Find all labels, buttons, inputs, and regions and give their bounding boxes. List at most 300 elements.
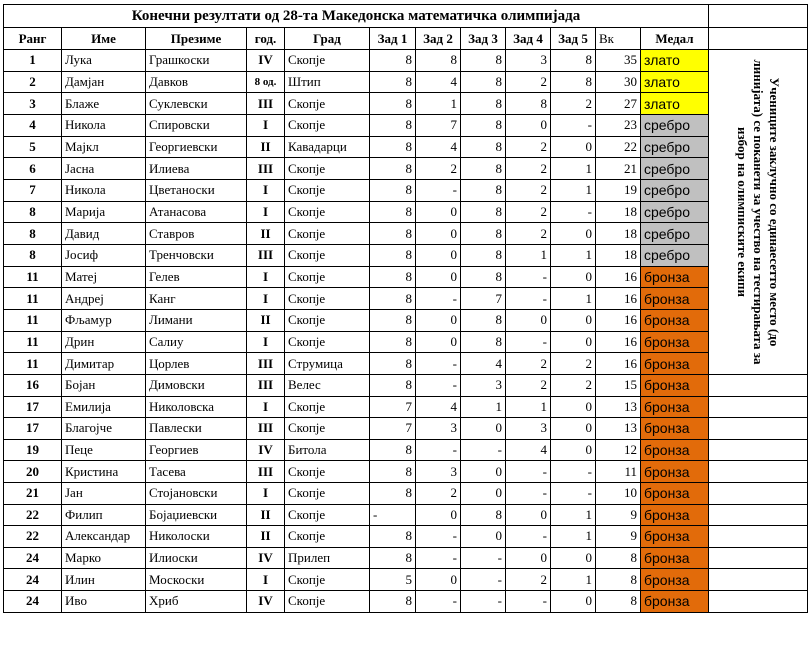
table-row bbox=[4, 50, 808, 72]
grade-cell: I bbox=[247, 396, 285, 418]
rank-cell: 19 bbox=[4, 439, 62, 461]
city-cell: Скопје bbox=[285, 590, 370, 612]
blank-cell bbox=[709, 418, 808, 440]
last-name-cell: Тасева bbox=[146, 461, 247, 483]
task-4-score: 2 bbox=[506, 71, 551, 93]
first-name-cell: Дамјан bbox=[62, 71, 146, 93]
city-cell: Скопје bbox=[285, 223, 370, 245]
header-total: Вк bbox=[596, 28, 641, 50]
header-task-4: Зад 4 bbox=[506, 28, 551, 50]
total-score: 35 bbox=[596, 50, 641, 72]
grade-cell: II bbox=[247, 223, 285, 245]
city-cell: Скопје bbox=[285, 418, 370, 440]
task-4-score: 3 bbox=[506, 50, 551, 72]
total-score: 11 bbox=[596, 461, 641, 483]
task-3-score: 1 bbox=[461, 396, 506, 418]
first-name-cell: Бојан bbox=[62, 375, 146, 397]
blank-cell bbox=[709, 504, 808, 526]
task-3-score: 0 bbox=[461, 482, 506, 504]
grade-cell: II bbox=[247, 136, 285, 158]
last-name-cell: Ставров bbox=[146, 223, 247, 245]
task-5-score: 8 bbox=[551, 50, 596, 72]
task-4-score: - bbox=[506, 288, 551, 310]
rank-cell: 22 bbox=[4, 504, 62, 526]
medal-cell: бронза bbox=[641, 375, 709, 397]
table-row bbox=[4, 201, 808, 223]
task-2-score: 0 bbox=[416, 201, 461, 223]
grade-cell: III bbox=[247, 244, 285, 266]
grade-cell: II bbox=[247, 526, 285, 548]
task-4-score: 3 bbox=[506, 418, 551, 440]
task-1-score: 8 bbox=[370, 375, 416, 397]
task-2-score: - bbox=[416, 288, 461, 310]
task-2-score: - bbox=[416, 375, 461, 397]
table-row bbox=[4, 569, 808, 591]
task-3-score: 8 bbox=[461, 266, 506, 288]
task-3-score: - bbox=[461, 569, 506, 591]
header-blank-cell bbox=[709, 28, 808, 50]
total-score: 22 bbox=[596, 136, 641, 158]
first-name-cell: Јан bbox=[62, 482, 146, 504]
city-cell: Скопје bbox=[285, 93, 370, 115]
task-2-score: 4 bbox=[416, 136, 461, 158]
grade-cell: III bbox=[247, 93, 285, 115]
medal-cell: бронза bbox=[641, 569, 709, 591]
table-row bbox=[4, 482, 808, 504]
task-3-score: 8 bbox=[461, 114, 506, 136]
grade-cell: III bbox=[247, 158, 285, 180]
task-1-score: - bbox=[370, 504, 416, 526]
task-2-score: 0 bbox=[416, 309, 461, 331]
grade-cell: 8 од. bbox=[247, 71, 285, 93]
task-1-score: 8 bbox=[370, 136, 416, 158]
first-name-cell: Никола bbox=[62, 114, 146, 136]
table-row bbox=[4, 331, 808, 353]
medal-cell: бронза bbox=[641, 461, 709, 483]
table-row bbox=[4, 547, 808, 569]
medal-cell: бронза bbox=[641, 288, 709, 310]
medal-cell: сребро bbox=[641, 114, 709, 136]
task-3-score: 7 bbox=[461, 288, 506, 310]
header-rank: Ранг bbox=[4, 28, 62, 50]
header-city: Град bbox=[285, 28, 370, 50]
rank-cell: 11 bbox=[4, 331, 62, 353]
task-5-score: 0 bbox=[551, 396, 596, 418]
city-cell: Битола bbox=[285, 439, 370, 461]
task-3-score: - bbox=[461, 590, 506, 612]
table-row bbox=[4, 309, 808, 331]
rank-cell: 6 bbox=[4, 158, 62, 180]
rank-cell: 5 bbox=[4, 136, 62, 158]
last-name-cell: Цветаноски bbox=[146, 179, 247, 201]
task-5-score: 0 bbox=[551, 547, 596, 569]
blank-cell bbox=[709, 569, 808, 591]
first-name-cell: Давид bbox=[62, 223, 146, 245]
task-4-score: 2 bbox=[506, 353, 551, 375]
rank-cell: 24 bbox=[4, 547, 62, 569]
city-cell: Скопје bbox=[285, 114, 370, 136]
task-2-score: - bbox=[416, 590, 461, 612]
first-name-cell: Никола bbox=[62, 179, 146, 201]
city-cell: Струмица bbox=[285, 353, 370, 375]
table-row bbox=[4, 223, 808, 245]
task-5-score: 8 bbox=[551, 71, 596, 93]
task-2-score: - bbox=[416, 179, 461, 201]
task-1-score: 8 bbox=[370, 223, 416, 245]
total-score: 21 bbox=[596, 158, 641, 180]
medal-cell: бронза bbox=[641, 526, 709, 548]
rank-cell: 21 bbox=[4, 482, 62, 504]
qualification-note: Учениците заклучно со единаесетто место (до линијата) се поканети за учество на тестирањата за избор на олимписките екипи bbox=[735, 59, 782, 365]
total-score: 23 bbox=[596, 114, 641, 136]
last-name-cell: Хриб bbox=[146, 590, 247, 612]
task-2-score: 4 bbox=[416, 396, 461, 418]
last-name-cell: Лимани bbox=[146, 309, 247, 331]
last-name-cell: Димовски bbox=[146, 375, 247, 397]
medal-cell: бронза bbox=[641, 353, 709, 375]
last-name-cell: Бојаџиевски bbox=[146, 504, 247, 526]
medal-cell: сребро bbox=[641, 179, 709, 201]
total-score: 10 bbox=[596, 482, 641, 504]
task-1-score: 8 bbox=[370, 526, 416, 548]
task-1-score: 8 bbox=[370, 309, 416, 331]
task-3-score: 0 bbox=[461, 526, 506, 548]
task-4-score: 1 bbox=[506, 396, 551, 418]
total-score: 18 bbox=[596, 244, 641, 266]
last-name-cell: Салиу bbox=[146, 331, 247, 353]
grade-cell: IV bbox=[247, 590, 285, 612]
task-4-score: 0 bbox=[506, 504, 551, 526]
task-2-score: - bbox=[416, 526, 461, 548]
last-name-cell: Николовска bbox=[146, 396, 247, 418]
grade-cell: III bbox=[247, 418, 285, 440]
grade-cell: II bbox=[247, 309, 285, 331]
grade-cell: II bbox=[247, 504, 285, 526]
first-name-cell: Блаже bbox=[62, 93, 146, 115]
total-score: 19 bbox=[596, 179, 641, 201]
city-cell: Скопје bbox=[285, 288, 370, 310]
title-row bbox=[4, 5, 808, 28]
table-row bbox=[4, 288, 808, 310]
task-2-score: 0 bbox=[416, 504, 461, 526]
task-4-score: 1 bbox=[506, 244, 551, 266]
task-5-score: 1 bbox=[551, 288, 596, 310]
table-title: Конечни резултати од 28-та Македонска математичка олимпијада bbox=[4, 5, 709, 28]
last-name-cell: Спировски bbox=[146, 114, 247, 136]
task-1-score: 8 bbox=[370, 482, 416, 504]
medal-cell: бронза bbox=[641, 418, 709, 440]
task-2-score: 7 bbox=[416, 114, 461, 136]
total-score: 16 bbox=[596, 353, 641, 375]
grade-cell: III bbox=[247, 375, 285, 397]
last-name-cell: Москоски bbox=[146, 569, 247, 591]
grade-cell: IV bbox=[247, 547, 285, 569]
first-name-cell: Фљамур bbox=[62, 309, 146, 331]
task-1-score: 8 bbox=[370, 547, 416, 569]
grade-cell: I bbox=[247, 569, 285, 591]
city-cell: Скопје bbox=[285, 50, 370, 72]
rank-cell: 24 bbox=[4, 569, 62, 591]
rank-cell: 4 bbox=[4, 114, 62, 136]
last-name-cell: Тренчовски bbox=[146, 244, 247, 266]
task-4-score: 2 bbox=[506, 223, 551, 245]
city-cell: Кавадарци bbox=[285, 136, 370, 158]
task-5-score: 1 bbox=[551, 526, 596, 548]
task-3-score: 8 bbox=[461, 309, 506, 331]
task-3-score: - bbox=[461, 547, 506, 569]
first-name-cell: Лука bbox=[62, 50, 146, 72]
grade-cell: I bbox=[247, 114, 285, 136]
first-name-cell: Пеце bbox=[62, 439, 146, 461]
header-last-name: Презиме bbox=[146, 28, 247, 50]
city-cell: Скопје bbox=[285, 396, 370, 418]
qualification-note-cell bbox=[709, 50, 808, 375]
task-2-score: 3 bbox=[416, 461, 461, 483]
task-2-score: 4 bbox=[416, 71, 461, 93]
task-2-score: 0 bbox=[416, 244, 461, 266]
header-task-2: Зад 2 bbox=[416, 28, 461, 50]
medal-cell: сребро bbox=[641, 223, 709, 245]
rank-cell: 17 bbox=[4, 418, 62, 440]
first-name-cell: Александар bbox=[62, 526, 146, 548]
first-name-cell: Иво bbox=[62, 590, 146, 612]
task-5-score: 1 bbox=[551, 244, 596, 266]
first-name-cell: Матеј bbox=[62, 266, 146, 288]
task-5-score: 2 bbox=[551, 93, 596, 115]
task-3-score: 8 bbox=[461, 136, 506, 158]
results-table bbox=[3, 4, 808, 613]
blank-cell bbox=[709, 439, 808, 461]
table-row bbox=[4, 439, 808, 461]
task-5-score: - bbox=[551, 482, 596, 504]
task-4-score: 0 bbox=[506, 114, 551, 136]
table-row bbox=[4, 375, 808, 397]
task-1-score: 8 bbox=[370, 590, 416, 612]
first-name-cell: Јасна bbox=[62, 158, 146, 180]
city-cell: Скопје bbox=[285, 201, 370, 223]
total-score: 15 bbox=[596, 375, 641, 397]
task-3-score: 3 bbox=[461, 375, 506, 397]
rank-cell: 22 bbox=[4, 526, 62, 548]
task-2-score: - bbox=[416, 547, 461, 569]
total-score: 8 bbox=[596, 590, 641, 612]
city-cell: Скопје bbox=[285, 331, 370, 353]
total-score: 18 bbox=[596, 201, 641, 223]
task-4-score: - bbox=[506, 266, 551, 288]
city-cell: Скопје bbox=[285, 158, 370, 180]
first-name-cell: Дрин bbox=[62, 331, 146, 353]
task-2-score: - bbox=[416, 353, 461, 375]
first-name-cell: Јосиф bbox=[62, 244, 146, 266]
task-1-score: 8 bbox=[370, 93, 416, 115]
table-row bbox=[4, 461, 808, 483]
last-name-cell: Цорлев bbox=[146, 353, 247, 375]
total-score: 8 bbox=[596, 569, 641, 591]
first-name-cell: Емилија bbox=[62, 396, 146, 418]
task-4-score: 8 bbox=[506, 93, 551, 115]
task-4-score: - bbox=[506, 482, 551, 504]
task-2-score: 1 bbox=[416, 93, 461, 115]
city-cell: Скопје bbox=[285, 461, 370, 483]
task-2-score: 0 bbox=[416, 266, 461, 288]
city-cell: Скопје bbox=[285, 309, 370, 331]
first-name-cell: Андреј bbox=[62, 288, 146, 310]
task-4-score: - bbox=[506, 590, 551, 612]
header-row bbox=[4, 28, 808, 50]
rank-cell: 11 bbox=[4, 288, 62, 310]
task-4-score: - bbox=[506, 526, 551, 548]
last-name-cell: Стојановски bbox=[146, 482, 247, 504]
blank-cell bbox=[709, 547, 808, 569]
task-5-score: 0 bbox=[551, 309, 596, 331]
task-1-score: 8 bbox=[370, 288, 416, 310]
task-4-score: 4 bbox=[506, 439, 551, 461]
task-2-score: 3 bbox=[416, 418, 461, 440]
task-5-score: - bbox=[551, 461, 596, 483]
grade-cell: I bbox=[247, 179, 285, 201]
task-5-score: 1 bbox=[551, 504, 596, 526]
task-4-score: 2 bbox=[506, 158, 551, 180]
task-3-score: 8 bbox=[461, 71, 506, 93]
task-3-score: 8 bbox=[461, 50, 506, 72]
task-5-score: 0 bbox=[551, 439, 596, 461]
grade-cell: IV bbox=[247, 50, 285, 72]
rank-cell: 8 bbox=[4, 244, 62, 266]
medal-cell: бронза bbox=[641, 309, 709, 331]
rank-cell: 8 bbox=[4, 223, 62, 245]
task-1-score: 8 bbox=[370, 461, 416, 483]
rank-cell: 8 bbox=[4, 201, 62, 223]
task-3-score: 0 bbox=[461, 461, 506, 483]
header-task-5: Зад 5 bbox=[551, 28, 596, 50]
city-cell: Прилеп bbox=[285, 547, 370, 569]
task-1-score: 8 bbox=[370, 50, 416, 72]
grade-cell: I bbox=[247, 482, 285, 504]
medal-cell: бронза bbox=[641, 590, 709, 612]
first-name-cell: Филип bbox=[62, 504, 146, 526]
total-score: 16 bbox=[596, 331, 641, 353]
medal-cell: сребро bbox=[641, 136, 709, 158]
header-grade: год. bbox=[247, 28, 285, 50]
header-first-name: Име bbox=[62, 28, 146, 50]
task-2-score: 0 bbox=[416, 223, 461, 245]
last-name-cell: Канг bbox=[146, 288, 247, 310]
rank-cell: 24 bbox=[4, 590, 62, 612]
rank-cell: 20 bbox=[4, 461, 62, 483]
task-1-score: 8 bbox=[370, 353, 416, 375]
grade-cell: I bbox=[247, 201, 285, 223]
task-1-score: 8 bbox=[370, 244, 416, 266]
task-2-score: - bbox=[416, 439, 461, 461]
task-1-score: 8 bbox=[370, 331, 416, 353]
task-5-score: - bbox=[551, 114, 596, 136]
rank-cell: 11 bbox=[4, 309, 62, 331]
task-5-score: 0 bbox=[551, 590, 596, 612]
table-row bbox=[4, 526, 808, 548]
task-2-score: 2 bbox=[416, 158, 461, 180]
total-score: 27 bbox=[596, 93, 641, 115]
task-3-score: 8 bbox=[461, 504, 506, 526]
task-5-score: 0 bbox=[551, 266, 596, 288]
city-cell: Штип bbox=[285, 71, 370, 93]
rank-cell: 11 bbox=[4, 353, 62, 375]
grade-cell: I bbox=[247, 288, 285, 310]
blank-cell bbox=[709, 526, 808, 548]
header-task-3: Зад 3 bbox=[461, 28, 506, 50]
task-1-score: 8 bbox=[370, 439, 416, 461]
header-medal: Медал bbox=[641, 28, 709, 50]
rank-cell: 3 bbox=[4, 93, 62, 115]
task-5-score: 2 bbox=[551, 353, 596, 375]
task-5-score: 1 bbox=[551, 158, 596, 180]
task-5-score: 0 bbox=[551, 418, 596, 440]
table-row bbox=[4, 71, 808, 93]
rank-cell: 17 bbox=[4, 396, 62, 418]
total-score: 13 bbox=[596, 418, 641, 440]
table-row bbox=[4, 179, 808, 201]
task-3-score: 4 bbox=[461, 353, 506, 375]
last-name-cell: Илиоски bbox=[146, 547, 247, 569]
task-4-score: - bbox=[506, 331, 551, 353]
medal-cell: злато bbox=[641, 71, 709, 93]
grade-cell: I bbox=[247, 266, 285, 288]
task-5-score: 0 bbox=[551, 136, 596, 158]
table-row bbox=[4, 590, 808, 612]
grade-cell: III bbox=[247, 353, 285, 375]
medal-cell: бронза bbox=[641, 331, 709, 353]
total-score: 16 bbox=[596, 288, 641, 310]
task-1-score: 8 bbox=[370, 71, 416, 93]
task-4-score: - bbox=[506, 461, 551, 483]
rank-cell: 1 bbox=[4, 50, 62, 72]
task-2-score: 8 bbox=[416, 50, 461, 72]
task-4-score: 2 bbox=[506, 569, 551, 591]
first-name-cell: Димитар bbox=[62, 353, 146, 375]
task-1-score: 8 bbox=[370, 201, 416, 223]
task-3-score: 8 bbox=[461, 244, 506, 266]
city-cell: Скопје bbox=[285, 504, 370, 526]
task-2-score: 2 bbox=[416, 482, 461, 504]
medal-cell: сребро bbox=[641, 158, 709, 180]
table-row bbox=[4, 114, 808, 136]
last-name-cell: Илиева bbox=[146, 158, 247, 180]
task-3-score: 8 bbox=[461, 331, 506, 353]
task-1-score: 8 bbox=[370, 114, 416, 136]
table-row bbox=[4, 418, 808, 440]
total-score: 30 bbox=[596, 71, 641, 93]
first-name-cell: Марко bbox=[62, 547, 146, 569]
task-1-score: 8 bbox=[370, 179, 416, 201]
table-row bbox=[4, 136, 808, 158]
task-1-score: 7 bbox=[370, 396, 416, 418]
task-5-score: 1 bbox=[551, 179, 596, 201]
city-cell: Скопје bbox=[285, 482, 370, 504]
city-cell: Скопје bbox=[285, 569, 370, 591]
total-score: 16 bbox=[596, 309, 641, 331]
task-4-score: 0 bbox=[506, 547, 551, 569]
task-3-score: 8 bbox=[461, 179, 506, 201]
total-score: 12 bbox=[596, 439, 641, 461]
total-score: 13 bbox=[596, 396, 641, 418]
last-name-cell: Давков bbox=[146, 71, 247, 93]
city-cell: Велес bbox=[285, 375, 370, 397]
medal-cell: сребро bbox=[641, 201, 709, 223]
table-row bbox=[4, 266, 808, 288]
last-name-cell: Грашкоски bbox=[146, 50, 247, 72]
last-name-cell: Гелев bbox=[146, 266, 247, 288]
first-name-cell: Кристина bbox=[62, 461, 146, 483]
total-score: 18 bbox=[596, 223, 641, 245]
